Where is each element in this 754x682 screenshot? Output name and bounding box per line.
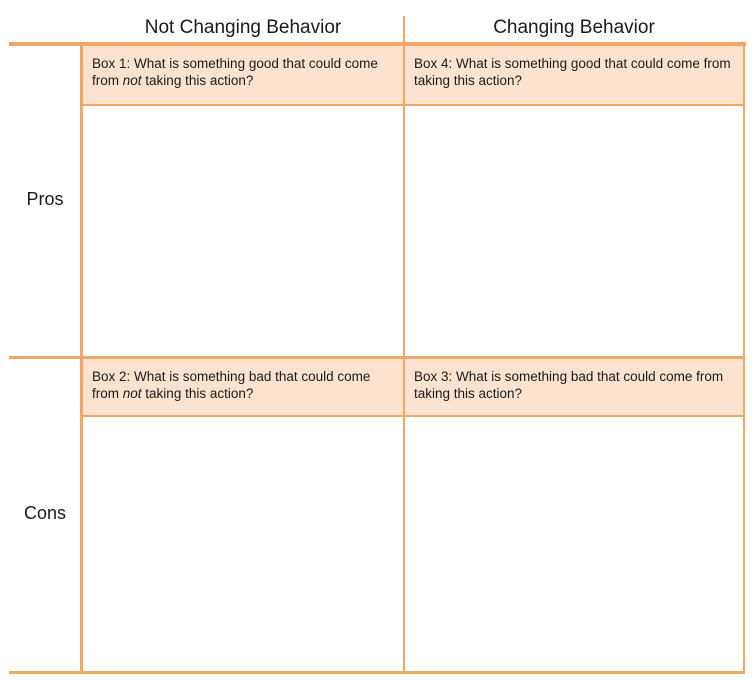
box-1-text-end: taking this action?: [141, 73, 254, 88]
box-4-text: What is something good that could come from taking this action?: [414, 56, 731, 88]
box-2-text-end: taking this action?: [141, 386, 254, 401]
box-3-text: What is something bad that could come from taking this action?: [414, 369, 724, 401]
box-4-answer-area[interactable]: [405, 106, 743, 356]
column-header-not-changing: Not Changing Behavior: [144, 17, 342, 38]
box-3-question: [405, 359, 743, 415]
column-header-changing: Changing Behavior: [493, 17, 655, 38]
box-3-label: Box 3:: [414, 369, 453, 384]
box-2-question: [83, 359, 403, 415]
box-4-question: [405, 46, 743, 104]
right-column-rule: [743, 44, 745, 674]
row-label-pros: Pros: [26, 189, 64, 209]
box-1-question: [83, 46, 403, 104]
box-2-text-start: What is something bad that could come from: [92, 369, 371, 401]
box-1-emphasis: not: [122, 73, 142, 88]
box-2-answer-area[interactable]: [83, 417, 403, 671]
box-2-emphasis: not: [122, 386, 142, 401]
bottom-rule: [9, 671, 745, 674]
box-4-label: Box 4:: [414, 56, 453, 71]
box-3-answer-area[interactable]: [405, 417, 743, 671]
box-1-answer-area[interactable]: [83, 106, 403, 356]
row-label-cons: Cons: [23, 503, 67, 523]
box-1-label: Box 1:: [92, 56, 131, 71]
box-1-text-start: What is something good that could come from: [92, 56, 378, 88]
box-2-label: Box 2:: [92, 369, 131, 384]
header-divider: [403, 16, 405, 44]
